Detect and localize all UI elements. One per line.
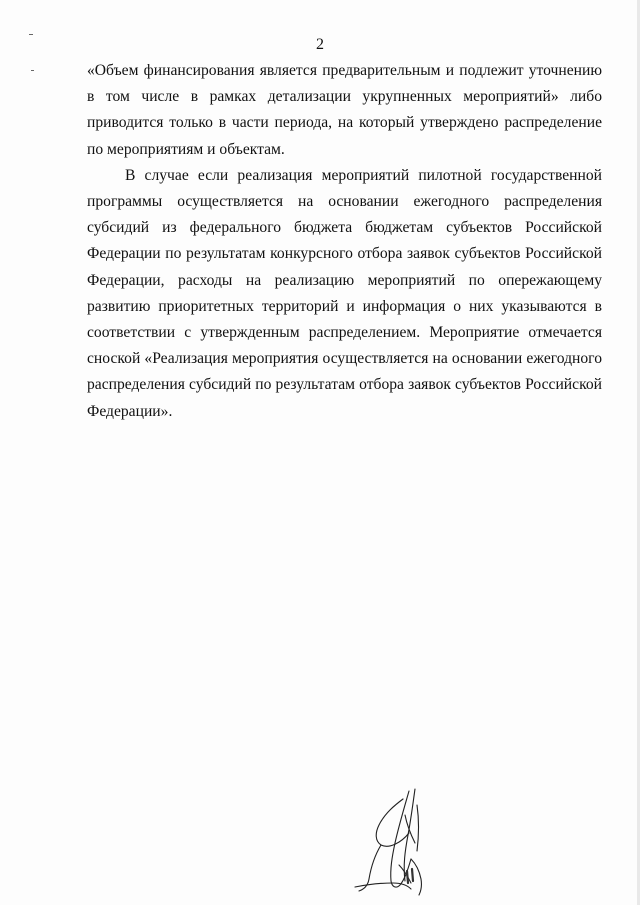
document-body bbox=[87, 58, 602, 425]
paragraph-subsidies: В случае если реализация мероприятий пилотной государственной программы осуществляется на основании ежегодного распределения субсидий из федерального бюджета бюджетам субъектов Российской Федерации по результатам конкурсного отбора заявок субъектов Российской Федерации, расходы на реализацию мероприятий по опережающему развитию приоритетных территорий и информация о них указываются в соответствии с утвержденным распределением. Мероприятие отмечается сноской «Реализация мероприятия осуществляется на основании ежегодного распределения субсидий по результатам отбора заявок субъектов Российской Федерации». bbox=[87, 166, 602, 420]
signature-icon bbox=[345, 785, 445, 897]
scan-mark bbox=[31, 70, 34, 71]
paragraph-financing-note: «Объем финансирования является предварительным и подлежит уточнению в том числе в рамках детализации укрупненных мероприятий» либо приводится только в части периода, на который утверждено распределение по мероприятиям и объектам. bbox=[87, 62, 602, 158]
page-number: 2 bbox=[316, 36, 324, 53]
